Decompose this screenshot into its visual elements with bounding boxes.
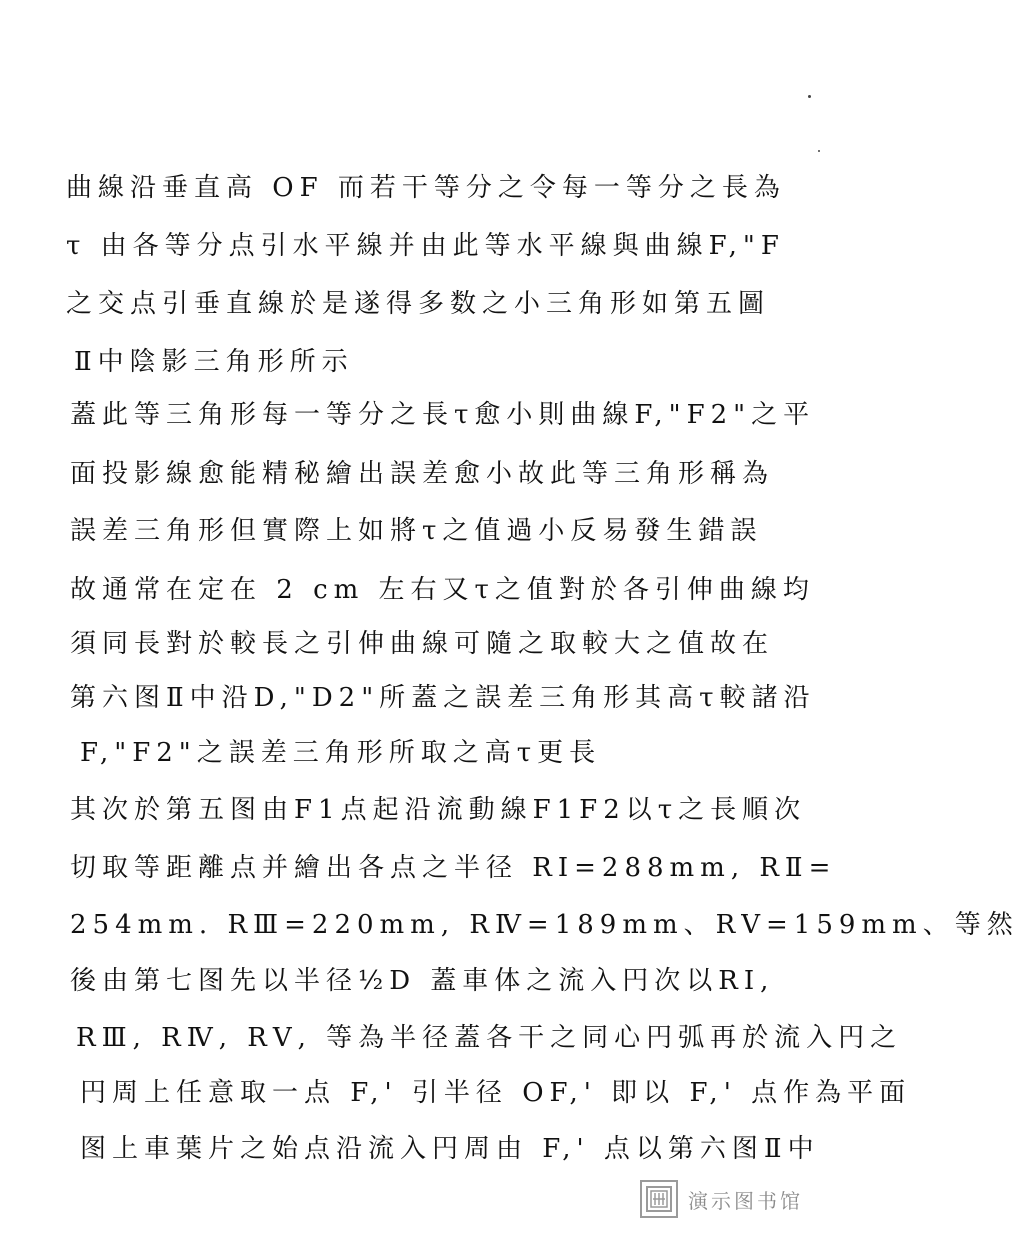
text-line: F,"F2"之誤差三角形所取之高τ更長 (80, 738, 602, 768)
scan-speck (818, 150, 820, 152)
scan-speck (808, 95, 811, 98)
text-line: 面投影線愈能精秘繪出誤差愈小故此等三角形稱為 (70, 459, 775, 489)
text-line: 曲線沿垂直高 OF 而若干等分之令每一等分之長為 (66, 173, 786, 203)
library-seal-icon (640, 1180, 678, 1218)
text-line: 第六图Ⅱ中沿D,"D2"所蓋之誤差三角形其高τ較諸沿 (70, 683, 816, 713)
text-line: 图上車葉片之始点沿流入円周由 F,' 点以第六图Ⅱ中 (80, 1134, 820, 1164)
text-line: 蓋此等三角形每一等分之長τ愈小則曲線F,"F2"之平 (70, 400, 816, 430)
watermark-text: 演示图书馆 (688, 1188, 803, 1213)
text-line: 254mm. RⅢ=220mm, RⅣ=189mm、RⅤ=159mm、等然 (70, 910, 1019, 940)
text-line: 円周上任意取一点 F,' 引半径 OF,' 即以 F,' 点作為平面 (80, 1078, 912, 1108)
watermark (640, 1177, 803, 1221)
text-line: 須同長對於較長之引伸曲線可隨之取較大之值故在 (70, 629, 775, 659)
text-line: 誤差三角形但實際上如將τ之值過小反易發生錯誤 (70, 516, 763, 546)
text-line: τ 由各等分点引水平線并由此等水平線與曲線F,"F (66, 231, 785, 261)
text-line: 其次於第五图由F1点起沿流動線F1F2以τ之長順次 (70, 795, 807, 825)
text-line: Ⅱ中陰影三角形所示 (74, 347, 354, 377)
text-line: 切取等距離点并繪出各点之半径 RⅠ=288mm, RⅡ= (70, 853, 837, 883)
text-line: RⅢ, RⅣ, RⅤ, 等為半径蓋各干之同心円弧再於流入円之 (76, 1023, 903, 1053)
text-line: 故通常在定在 2 cm 左右又τ之值對於各引伸曲線均 (70, 575, 815, 605)
text-line: 之交点引垂直線於是遂得多数之小三角形如第五圖 (66, 289, 771, 319)
text-line: 後由第七图先以半径½D 蓋車体之流入円次以RⅠ, (70, 966, 775, 996)
